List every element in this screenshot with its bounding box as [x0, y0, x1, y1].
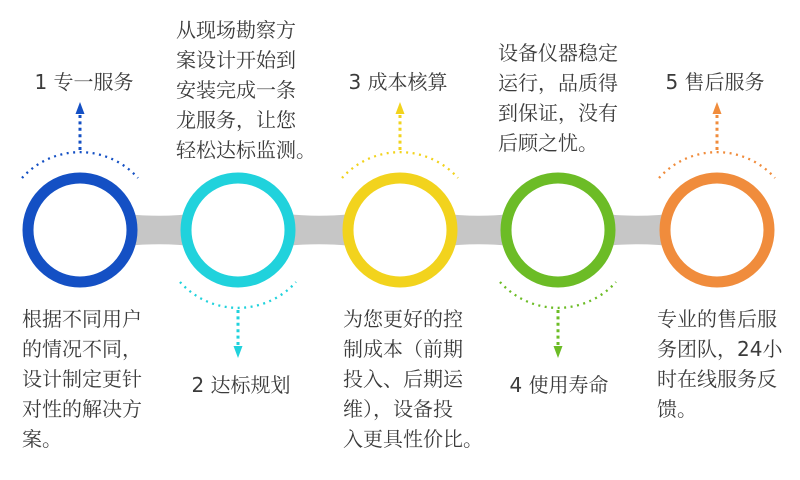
description-line: 根据不同用户 [22, 307, 142, 331]
step-4-circle [506, 178, 610, 282]
step-2-circle [186, 178, 290, 282]
description-line: 对性的解决方 [22, 397, 142, 421]
step-2-description [176, 15, 316, 165]
step-1-description [22, 304, 142, 454]
description-line: 时在线服务反 [657, 367, 777, 391]
step-1-label: 1 专一服务 [34, 70, 134, 94]
description-line: 入更具性价比。 [343, 427, 483, 451]
description-line: 投入、后期运 [343, 367, 463, 391]
description-line: 后顾之忧。 [498, 131, 598, 155]
step-4-arrow-down-icon [554, 310, 563, 358]
step-1-circle [28, 178, 132, 282]
step-3-description [343, 304, 483, 454]
description-line: 案。 [22, 427, 62, 451]
description-line: 安装完成一条 [176, 78, 296, 102]
description-line: 专业的售后服 [657, 307, 777, 331]
step-2-arrow-down-icon [234, 310, 243, 358]
step-2-label: 2 达标规划 [191, 373, 291, 397]
description-line: 案设计开始到 [176, 48, 296, 72]
description-line: 的情况不同， [22, 337, 142, 361]
description-line: 维），设备投 [343, 397, 453, 421]
step-1-arrow-up-icon [76, 102, 85, 150]
step-4-description [498, 38, 618, 158]
step-4-label: 4 使用寿命 [509, 373, 609, 397]
description-line: 务团队，24小 [657, 337, 783, 361]
description-line: 设计制定更针 [22, 367, 142, 391]
description-line: 轻松达标监测。 [176, 138, 316, 162]
description-line: 设备仪器稳定 [498, 41, 618, 65]
description-line: 制成本（前期 [343, 337, 463, 361]
step-3-circle [348, 178, 452, 282]
description-line: 到保证，没有 [498, 101, 618, 125]
description-line: 为您更好的控 [343, 307, 463, 331]
step-5-arrow-up-icon [713, 102, 722, 150]
step-5-label: 5 售后服务 [665, 70, 765, 94]
step-3-label: 3 成本核算 [348, 70, 448, 94]
description-line: 龙服务，让您 [176, 108, 296, 132]
step-5-circle [665, 178, 769, 282]
description-line: 从现场勘察方 [176, 18, 296, 42]
description-line: 馈。 [657, 397, 697, 421]
step-3-arrow-up-icon [396, 102, 405, 150]
description-line: 运行，品质得 [498, 71, 618, 95]
step-5-description [657, 304, 782, 424]
